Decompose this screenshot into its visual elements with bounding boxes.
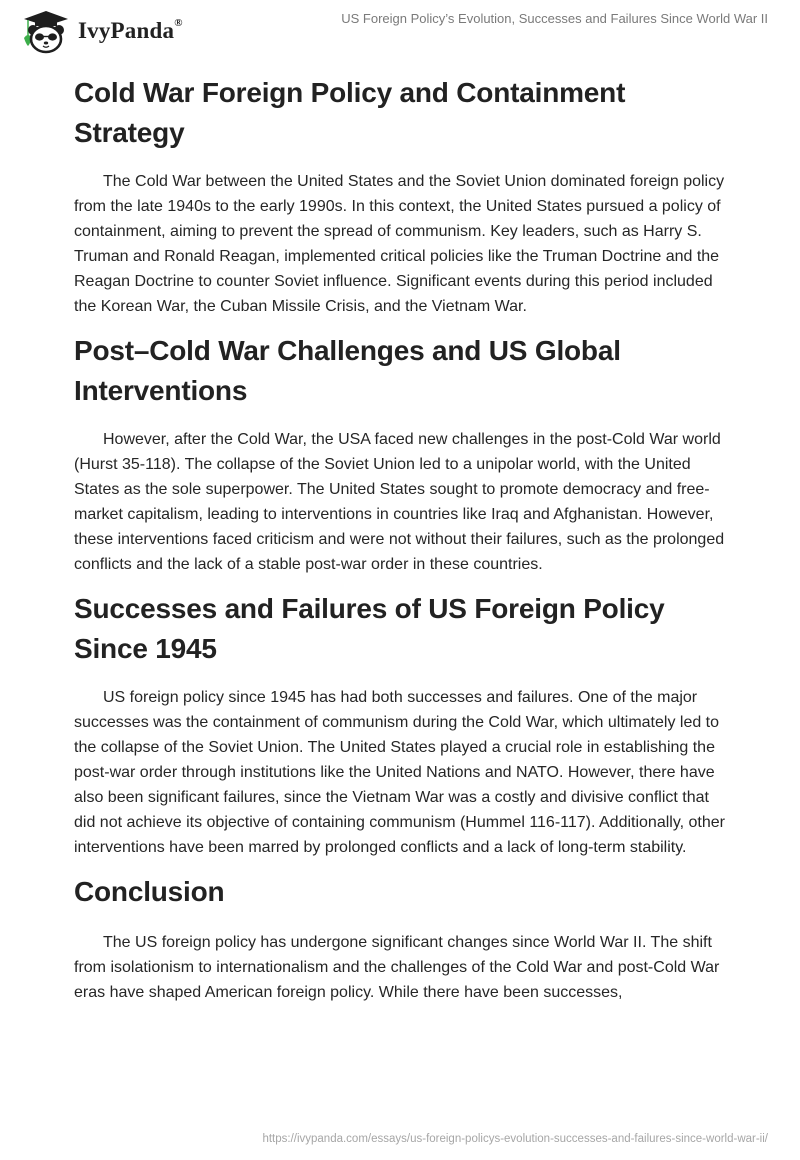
page-header [0, 0, 800, 56]
logo-wordmark: IvyPanda® [78, 17, 183, 43]
panda-graduate-icon [18, 8, 74, 54]
section-successes-failures [74, 589, 730, 860]
section-paragraph: US foreign policy since 1945 has had both successes and failures. One of the major successes was the containment of communism during the Cold War, which ultimately led to the collapse of the Soviet Union. The United States played a crucial role in establishing the post-war order through institutions like the United Nations and NATO. However, there have also been significant failures, since the Vietnam War was a costly and divisive conflict that did not achieve its objective of containing communism (Hummel 116-117). Additionally, other interventions have been marred by prolonged conflicts and a lack of long-term stability. [74, 689, 725, 856]
section-heading: Cold War Foreign Policy and Containment Strategy [74, 77, 626, 148]
source-url-link[interactable]: https://ivypanda.com/essays/us-foreign-policys-evolution-successes-and-failures-since-world-war-ii/ [262, 1133, 768, 1145]
section-paragraph: However, after the Cold War, the USA faced new challenges in the post-Cold War world (Hurst 35-118). The collapse of the Soviet Union led to a unipolar world, with the United States as the sole superpower. The United States sought to promote democracy and free-market capitalism, leading to interventions in countries like Iraq and Afghanistan. However, these interventions faced criticism and were not without their failures, such as the prolonged conflicts and the lack of a stable post-war order in these countries. [74, 431, 725, 573]
registered-mark: ® [174, 17, 183, 30]
section-heading: Conclusion [74, 876, 225, 907]
section-heading: Successes and Failures of US Foreign Policy Since 1945 [74, 593, 665, 664]
section-paragraph: The US foreign policy has undergone significant changes since World War II. The shift from isolationism to internationalism and the challenges of the Cold War and post-Cold War eras have shaped American foreign policy. While there have been successes, [74, 934, 720, 1001]
section-paragraph: The Cold War between the United States and the Soviet Union dominated foreign policy from the late 1940s to the early 1990s. In this context, the United States pursued a policy of containment, aiming to prevent the spread of communism. Key leaders, such as Harry S. Truman and Ronald Reagan, implemented critical policies like the Truman Doctrine and the Reagan Doctrine to counter Soviet influence. Significant events during this period included the Korean War, the Cuban Missile Crisis, and the Vietnam War. [74, 173, 725, 315]
section-conclusion [74, 872, 730, 1005]
section-cold-war [74, 73, 730, 319]
section-heading: Post–Cold War Challenges and US Global Interventions [74, 335, 621, 406]
ivypanda-logo[interactable] [18, 8, 183, 54]
document-title: US Foreign Policy’s Evolution, Successes and Failures Since World War II [341, 11, 768, 26]
section-post-cold-war [74, 331, 730, 577]
essay-content [74, 70, 730, 1017]
